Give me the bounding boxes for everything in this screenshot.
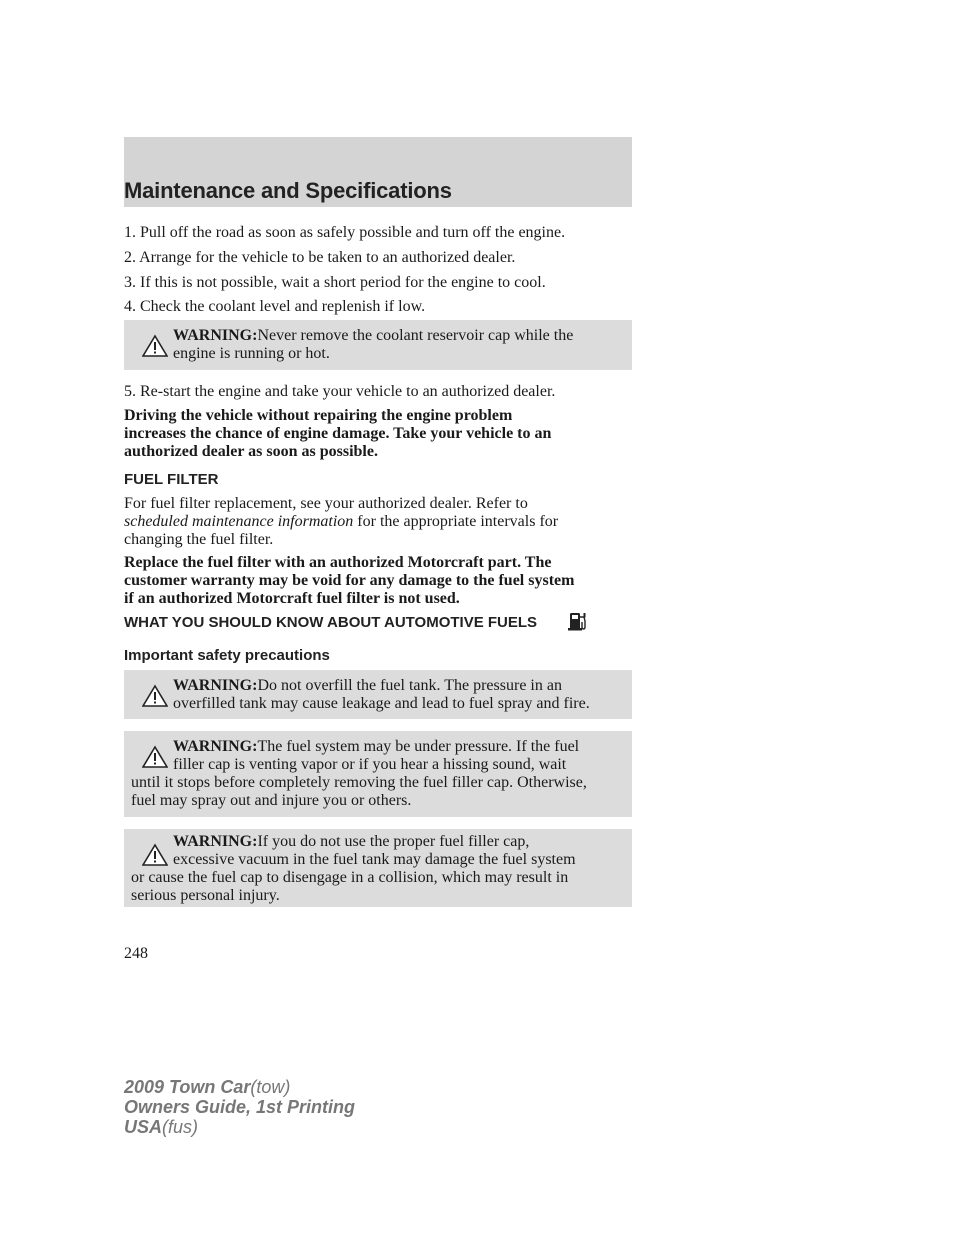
warning-label: WARNING: xyxy=(173,833,258,850)
motorcraft-note xyxy=(124,554,632,608)
fuel-pump-icon xyxy=(567,608,589,632)
maintenance-reference: scheduled maintenance information xyxy=(124,513,354,530)
print-footer xyxy=(124,1077,355,1137)
footer-model: 2009 Town Car xyxy=(124,1077,251,1097)
warning-line: Do not overfill the fuel tank. The pressure in an xyxy=(257,677,562,694)
warning-label: WARNING: xyxy=(173,327,258,344)
warning-line: Never remove the coolant reservoir cap while the xyxy=(257,327,574,344)
fuel-filter-heading: FUEL FILTER xyxy=(124,471,219,488)
note-line: if an authorized Motorcraft fuel filter is not used. xyxy=(124,590,460,607)
warning-line: If you do not use the proper fuel filler cap, xyxy=(257,833,530,850)
safety-subheading: Important safety precautions xyxy=(124,647,330,664)
warning-line: engine is running or hot. xyxy=(173,345,330,362)
step-4: 4. Check the coolant level and replenish if low. xyxy=(124,298,426,315)
footer-region: USA xyxy=(124,1117,163,1137)
warning-line: overfilled tank may cause leakage and lead to fuel spray and fire. xyxy=(173,695,590,712)
footer-region-code: (fus) xyxy=(162,1117,199,1137)
step-5: 5. Re-start the engine and take your vehicle to an authorized dealer. xyxy=(124,383,556,400)
footer-guide: Owners Guide, 1st Printing xyxy=(124,1097,356,1117)
warning-line: or cause the fuel cap to disengage in a collision, which may result in xyxy=(131,869,569,886)
paragraph-line: for the appropriate intervals for xyxy=(353,513,559,530)
warning-line: filler cap is venting vapor or if you hear a hissing sound, wait xyxy=(173,756,567,773)
note-line: customer warranty may be void for any damage to the fuel system xyxy=(124,572,575,589)
warning-box-filler-cap xyxy=(124,829,632,907)
step-1: 1. Pull off the road as soon as safely possible and turn off the engine. xyxy=(124,224,566,241)
note-line: increases the chance of engine damage. Take your vehicle to an xyxy=(124,425,552,442)
fuels-heading: WHAT YOU SHOULD KNOW ABOUT AUTOMOTIVE FUELS xyxy=(124,614,538,631)
warning-text-continued xyxy=(131,869,631,905)
page-number: 248 xyxy=(124,945,148,962)
warning-text xyxy=(173,833,628,869)
step-3: 3. If this is not possible, wait a short period for the engine to cool. xyxy=(124,274,546,291)
fuel-filter-paragraph xyxy=(124,495,632,549)
warning-line: excessive vacuum in the fuel tank may damage the fuel system xyxy=(173,851,576,868)
note-line: Replace the fuel filter with an authorized Motorcraft part. The xyxy=(124,554,552,571)
warning-box-coolant xyxy=(124,320,632,370)
warning-text xyxy=(173,738,628,774)
step-2: 2. Arrange for the vehicle to be taken to an authorized dealer. xyxy=(124,249,516,266)
warning-text xyxy=(173,327,628,363)
note-line: Driving the vehicle without repairing the engine problem xyxy=(124,407,513,424)
warning-triangle-icon xyxy=(142,334,168,358)
warning-text xyxy=(173,677,628,713)
warning-text-continued xyxy=(131,774,631,810)
footer-model-code: (tow) xyxy=(250,1077,291,1097)
paragraph-line: changing the fuel filter. xyxy=(124,531,274,548)
paragraph-line: For fuel filter replacement, see your authorized dealer. Refer to xyxy=(124,495,528,512)
warning-triangle-icon xyxy=(142,843,168,867)
warning-label: WARNING: xyxy=(173,738,258,755)
warning-line: The fuel system may be under pressure. If the fuel xyxy=(257,738,580,755)
warning-line: fuel may spray out and injure you or others. xyxy=(131,792,412,809)
warning-box-overfill xyxy=(124,670,632,719)
warning-box-pressure xyxy=(124,731,632,817)
engine-damage-note xyxy=(124,407,632,461)
warning-line: until it stops before completely removing the fuel filler cap. Otherwise, xyxy=(131,774,587,791)
warning-label: WARNING: xyxy=(173,677,258,694)
page-title: Maintenance and Specifications xyxy=(124,178,452,203)
note-line: authorized dealer as soon as possible. xyxy=(124,443,378,460)
warning-triangle-icon xyxy=(142,684,168,708)
warning-line: serious personal injury. xyxy=(131,887,280,904)
warning-triangle-icon xyxy=(142,745,168,769)
